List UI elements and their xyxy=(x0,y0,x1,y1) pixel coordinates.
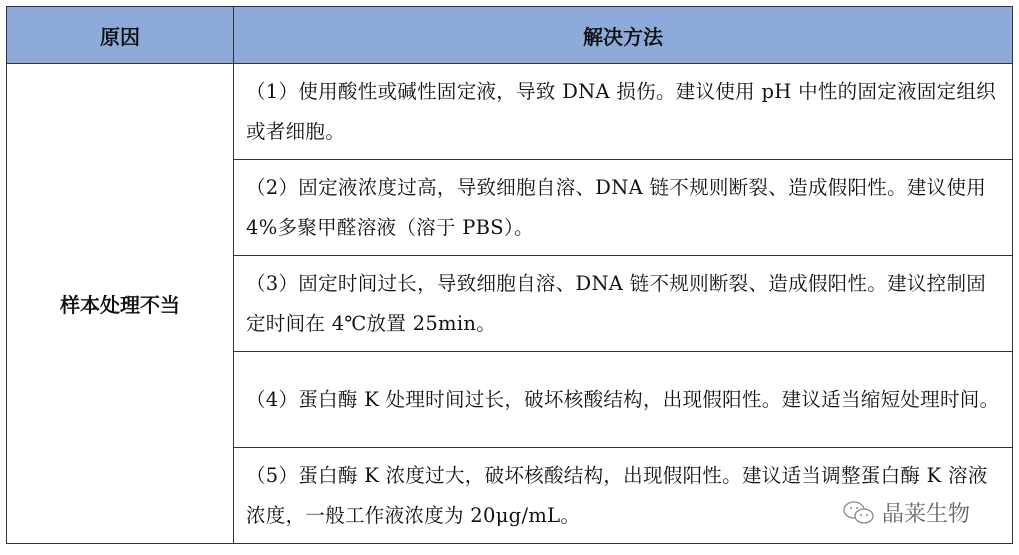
solution-cell: （2）固定液浓度过高，导致细胞自溶、DNA 链不规则断裂、造成假阳性。建议使用 4%多聚甲醛溶液（溶于 PBS）。 xyxy=(234,160,1013,256)
header-row xyxy=(7,7,1013,64)
reason-cell: 样本处理不当 xyxy=(7,64,234,544)
watermark xyxy=(842,497,970,528)
wechat-icon xyxy=(842,500,876,526)
header-solution: 解决方法 xyxy=(234,7,1013,64)
solution-cell: （1）使用酸性或碱性固定液，导致 DNA 损伤。建议使用 pH 中性的固定液固定组织或者细胞。 xyxy=(234,64,1013,160)
solution-cell: （3）固定时间过长，导致细胞自溶、DNA 链不规则断裂、造成假阳性。建议控制固定时间在 4℃放置 25min。 xyxy=(234,256,1013,352)
troubleshooting-table xyxy=(6,6,1013,544)
watermark-text: 晶莱生物 xyxy=(882,502,971,527)
solution-cell: （4）蛋白酶 K 处理时间过长，破坏核酸结构，出现假阳性。建议适当缩短处理时间。 xyxy=(234,352,1013,448)
solution-cell: （5）蛋白酶 K 浓度过大，破坏核酸结构，出现假阳性。建议适当调整蛋白酶 K 溶液浓度，一般工作液浓度为 20μg/mL。 xyxy=(234,448,1013,544)
header-reason: 原因 xyxy=(7,7,234,64)
table-row xyxy=(7,64,1013,160)
